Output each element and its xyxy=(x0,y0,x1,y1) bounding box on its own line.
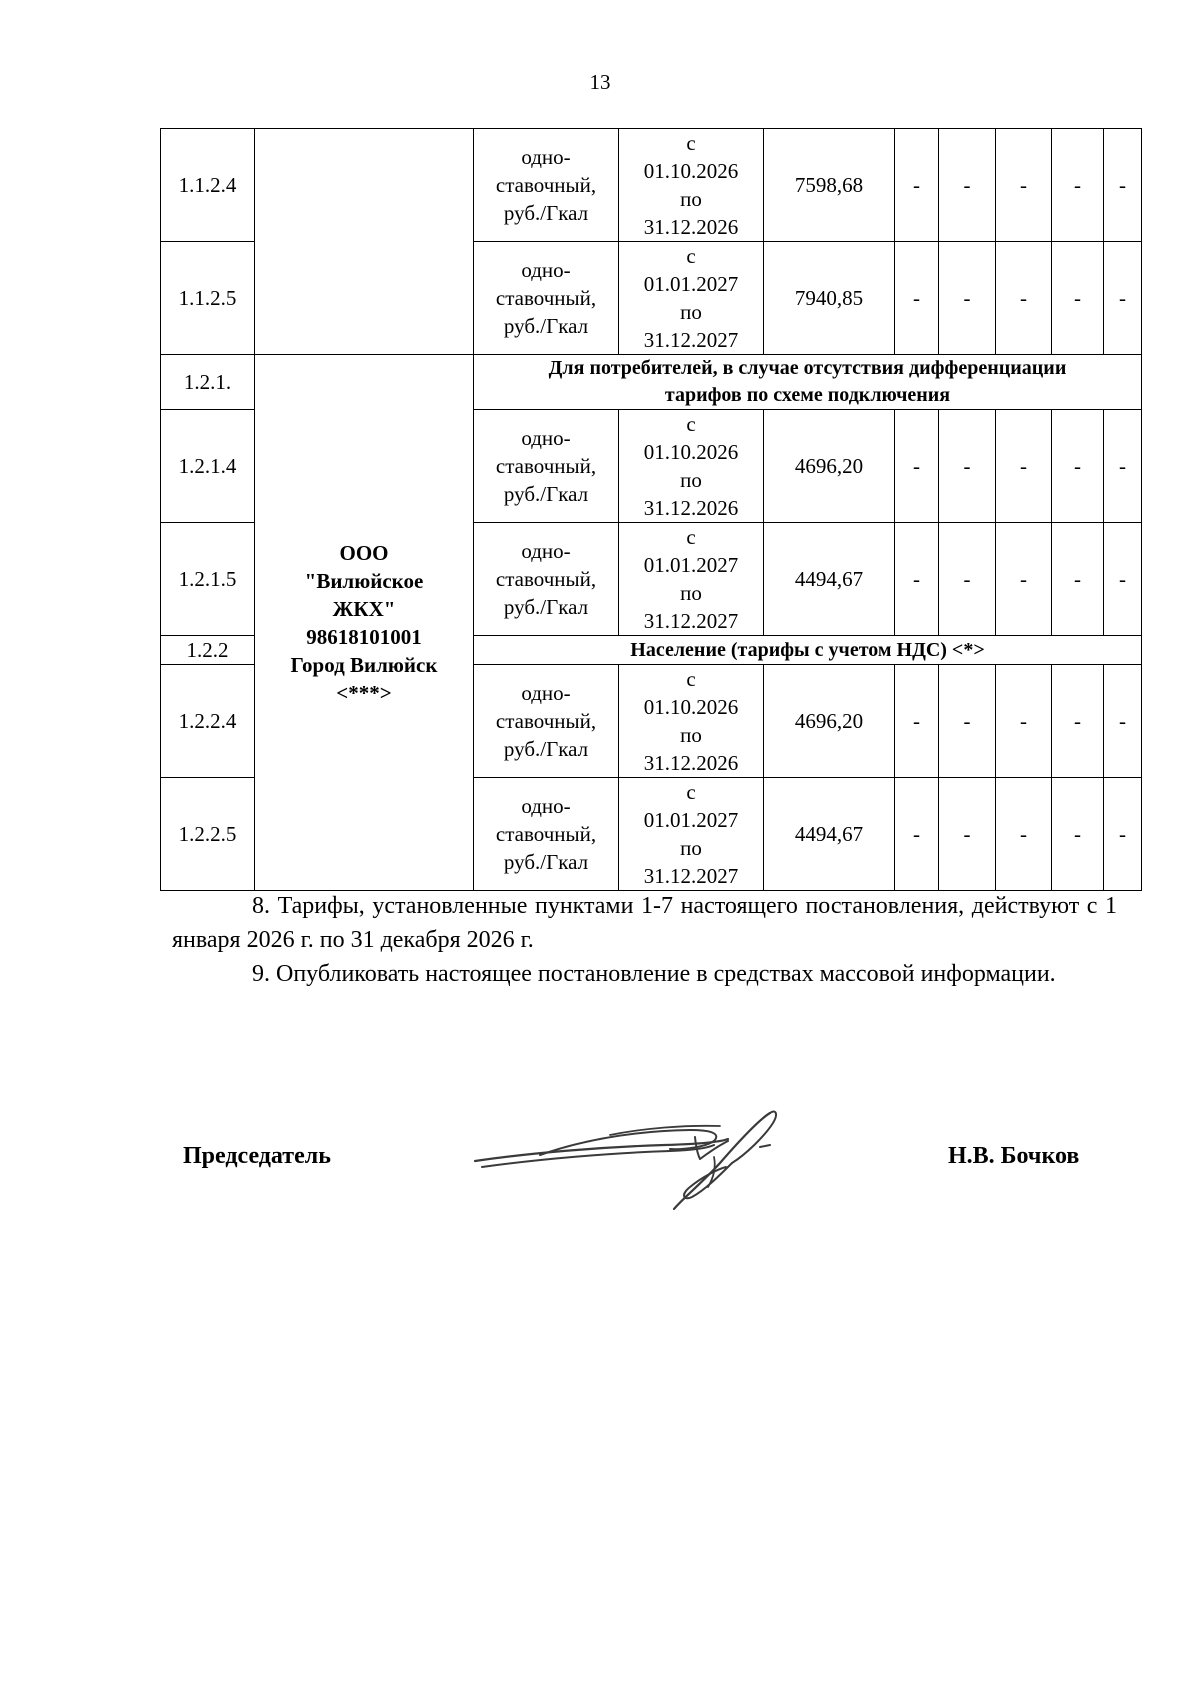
rate-type-line: одно- xyxy=(521,539,571,563)
empty-value-dash: - xyxy=(996,523,1052,636)
organization-line: <***> xyxy=(336,680,392,705)
rate-type xyxy=(474,778,619,891)
rate-type-line: одно- xyxy=(521,794,571,818)
paragraph-8: 8. Тарифы, установленные пунктами 1-7 настоящего постановления, действуют с 1 января 2026 г. по 31 декабря 2026 г. xyxy=(172,893,1117,953)
period-line: по xyxy=(680,723,702,747)
row-number: 1.2.1.4 xyxy=(161,410,255,523)
period-line: по xyxy=(680,468,702,492)
empty-value-dash: - xyxy=(1052,778,1104,891)
rate-type-line: руб./Гкал xyxy=(503,201,589,225)
period-line: 31.12.2026 xyxy=(643,751,739,775)
empty-value-dash: - xyxy=(939,778,996,891)
rate-type xyxy=(474,410,619,523)
empty-value-dash: - xyxy=(895,129,939,242)
signatory-name: Н.В. Бочков xyxy=(948,1143,1080,1169)
empty-value-dash: - xyxy=(895,523,939,636)
empty-value-dash: - xyxy=(939,129,996,242)
period-line: по xyxy=(680,187,702,211)
page-number: 13 xyxy=(589,70,611,94)
rate-type-line: ставочный, xyxy=(495,709,597,733)
empty-value-dash: - xyxy=(996,665,1052,778)
rate-type-line: руб./Гкал xyxy=(503,482,589,506)
row-number: 1.2.1. xyxy=(161,355,255,410)
empty-value-dash: - xyxy=(939,410,996,523)
empty-value-dash: - xyxy=(939,665,996,778)
empty-value-dash: - xyxy=(1052,242,1104,355)
signatory-title: Председатель xyxy=(183,1143,331,1169)
tariff-value: 7940,85 xyxy=(764,242,895,355)
organization-line: ООО xyxy=(339,540,389,565)
section-heading-line: Население (тарифы с учетом НДС) <*> xyxy=(630,638,985,661)
organization-line: 98618101001 xyxy=(306,624,422,649)
period-line: с xyxy=(686,780,696,804)
section-row xyxy=(161,355,1142,410)
empty-value-dash: - xyxy=(895,778,939,891)
period-line: с xyxy=(686,525,696,549)
section-heading xyxy=(474,355,1142,410)
empty-value-dash: - xyxy=(1104,665,1142,778)
rate-type-line: ставочный, xyxy=(495,286,597,310)
empty-value-dash: - xyxy=(1104,523,1142,636)
validity-period xyxy=(619,523,764,636)
empty-value-dash: - xyxy=(1052,523,1104,636)
organization-line: "Вилюйское xyxy=(304,568,424,593)
period-line: с xyxy=(686,412,696,436)
rate-type xyxy=(474,523,619,636)
empty-value-dash: - xyxy=(996,410,1052,523)
validity-period xyxy=(619,778,764,891)
empty-value-dash: - xyxy=(939,242,996,355)
empty-value-dash: - xyxy=(1052,665,1104,778)
validity-period xyxy=(619,129,764,242)
tariff-table xyxy=(160,128,1142,891)
rate-type-line: руб./Гкал xyxy=(503,737,589,761)
tariff-value: 7598,68 xyxy=(764,129,895,242)
row-number: 1.2.2 xyxy=(161,636,255,665)
rate-type-line: ставочный, xyxy=(495,173,597,197)
organization-cell-empty xyxy=(255,129,474,355)
period-line: 31.12.2027 xyxy=(643,864,739,888)
organization-cell xyxy=(255,355,474,891)
row-number: 1.2.2.5 xyxy=(161,778,255,891)
rate-type-line: одно- xyxy=(521,258,571,282)
rate-type xyxy=(474,665,619,778)
tariff-value: 4696,20 xyxy=(764,665,895,778)
rate-type-line: одно- xyxy=(521,426,571,450)
section-heading xyxy=(474,636,1142,665)
empty-value-dash: - xyxy=(996,242,1052,355)
rate-type-line: ставочный, xyxy=(495,822,597,846)
validity-period xyxy=(619,665,764,778)
rate-type-line: руб./Гкал xyxy=(503,314,589,338)
row-number: 1.2.1.5 xyxy=(161,523,255,636)
period-line: 01.10.2026 xyxy=(643,440,739,464)
row-number: 1.1.2.4 xyxy=(161,129,255,242)
period-line: 01.01.2027 xyxy=(643,808,739,832)
organization-line: ЖКХ" xyxy=(332,596,396,621)
tariff-value: 4494,67 xyxy=(764,523,895,636)
rate-type xyxy=(474,129,619,242)
period-line: 31.12.2026 xyxy=(643,215,739,239)
organization-line: Город Вилюйск xyxy=(290,652,438,677)
period-line: по xyxy=(680,300,702,324)
period-line: 01.01.2027 xyxy=(643,553,739,577)
paragraph-9: 9. Опубликовать настоящее постановление в средствах массовой информации. xyxy=(252,961,1056,987)
validity-period xyxy=(619,242,764,355)
rate-type xyxy=(474,242,619,355)
empty-value-dash: - xyxy=(996,778,1052,891)
table-row xyxy=(161,129,1142,242)
closing-paragraphs xyxy=(172,889,1117,991)
rate-type-line: ставочный, xyxy=(495,454,597,478)
empty-value-dash: - xyxy=(1104,129,1142,242)
period-line: с xyxy=(686,131,696,155)
empty-value-dash: - xyxy=(1052,410,1104,523)
period-line: 01.10.2026 xyxy=(643,695,739,719)
period-line: 01.10.2026 xyxy=(643,159,739,183)
empty-value-dash: - xyxy=(1104,778,1142,891)
tariff-value: 4494,67 xyxy=(764,778,895,891)
section-heading-line: тарифов по схеме подключения xyxy=(664,384,951,406)
rate-type-line: ставочный, xyxy=(495,567,597,591)
empty-value-dash: - xyxy=(1104,410,1142,523)
row-number: 1.1.2.5 xyxy=(161,242,255,355)
empty-value-dash: - xyxy=(939,523,996,636)
empty-value-dash: - xyxy=(1104,242,1142,355)
section-heading-line: Для потребителей, в случае отсутствия дифференциации xyxy=(548,357,1067,379)
empty-value-dash: - xyxy=(895,242,939,355)
period-line: 31.12.2026 xyxy=(643,496,739,520)
period-line: с xyxy=(686,667,696,691)
empty-value-dash: - xyxy=(996,129,1052,242)
period-line: 31.12.2027 xyxy=(643,609,739,633)
row-number: 1.2.2.4 xyxy=(161,665,255,778)
period-line: 31.12.2027 xyxy=(643,328,739,352)
period-line: по xyxy=(680,581,702,605)
rate-type-line: руб./Гкал xyxy=(503,850,589,874)
period-line: 01.01.2027 xyxy=(643,272,739,296)
validity-period xyxy=(619,410,764,523)
rate-type-line: руб./Гкал xyxy=(503,595,589,619)
empty-value-dash: - xyxy=(1052,129,1104,242)
period-line: по xyxy=(680,836,702,860)
rate-type-line: одно- xyxy=(521,145,571,169)
handwritten-signature xyxy=(470,1095,800,1210)
empty-value-dash: - xyxy=(895,410,939,523)
empty-value-dash: - xyxy=(895,665,939,778)
tariff-value: 4696,20 xyxy=(764,410,895,523)
period-line: с xyxy=(686,244,696,268)
rate-type-line: одно- xyxy=(521,681,571,705)
